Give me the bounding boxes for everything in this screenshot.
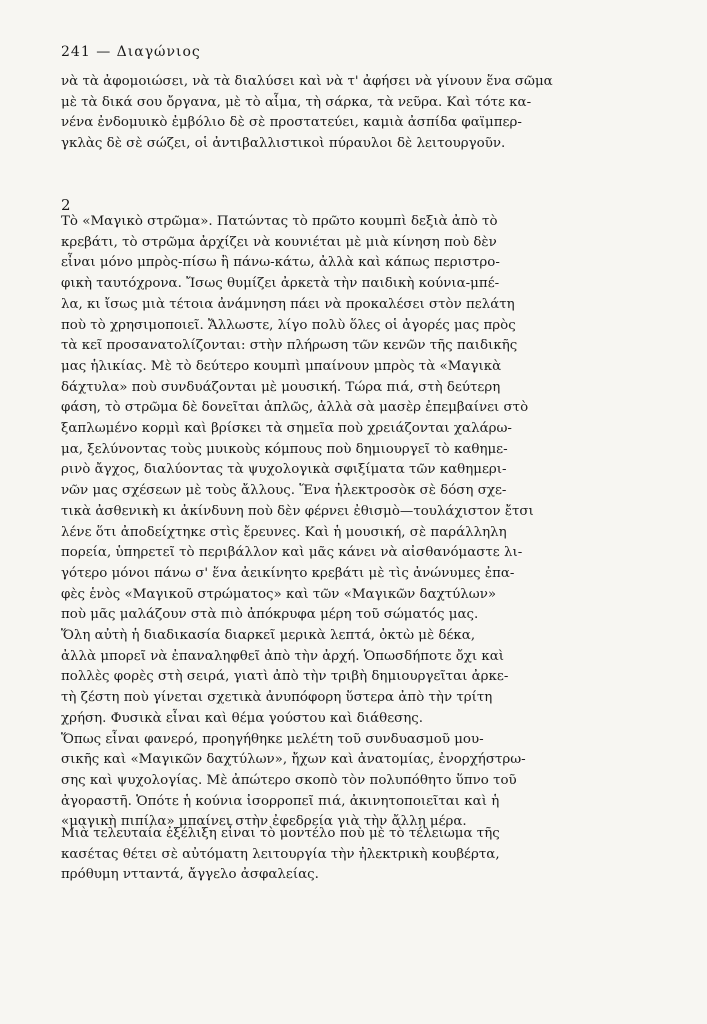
text-line: Μιὰ τελευταία ἐξέλιξη εἶναι τὸ μοντέλο ποὺ μὲ τὸ τέλειωμα τῆς bbox=[61, 826, 500, 841]
text-line: ποὺ μᾶς μαλάζουν στὰ πιὸ ἀπόκρυφα μέρη τοῦ σώματός μας. bbox=[61, 607, 479, 623]
text-line: πολλὲς φορὲς στὴ σειρά, γιατὶ ἀπὸ τὴν τριβὴ δημιουργεῖται ἀρκε- bbox=[61, 669, 509, 685]
text-line: φάση, τὸ στρῶμα δὲ δονεῖται ἁπλῶς, ἀλλὰ σὰ μασὲρ ἐπεμβαίνει στὸ bbox=[61, 400, 529, 416]
running-title: Διαγώνιος bbox=[116, 44, 201, 60]
paragraph-3 bbox=[61, 824, 632, 886]
text-line: πρόθυμη ντταντά, ἄγγελο ἀσφαλείας. bbox=[61, 867, 319, 883]
text-line: λένε ὅτι ἀποδείχτηκε στὶς ἔρευνες. Καὶ ἡ μουσική, σὲ παράλληλη bbox=[61, 524, 507, 540]
text-line: κασέτας θέτει σὲ αὐτόματη λειτουργία τὴν ἠλεκτρικὴ κουβέρτα, bbox=[61, 846, 500, 862]
paragraph-2 bbox=[61, 212, 632, 833]
text-line: Ὅλη αὐτὴ ἡ διαδικασία διαρκεῖ μερικὰ λεπτά, ὀκτὼ μὲ δέκα, bbox=[61, 628, 476, 644]
text-line: φικὴ ταυτόχρονα. Ἴσως θυμίζει ἀρκετὰ τὴν παιδικὴ κούνια-μπέ- bbox=[61, 276, 500, 292]
text-line: Ὅπως εἶναι φανερό, προηγήθηκε μελέτη τοῦ συνδυασμοῦ μου- bbox=[61, 731, 484, 747]
text-line: δάχτυλα» ποὺ συνδυάζονται μὲ μουσική. Τώρα πιά, στὴ δεύτερη bbox=[61, 379, 501, 395]
text-line: πορεία, ὑπηρετεῖ τὸ περιβάλλον καὶ μᾶς κάνει νὰ αἰσθανόμαστε λι- bbox=[61, 545, 523, 561]
text-line: γκλὰς δὲ σὲ σώζει, οἱ ἀντιβαλλιστικοὶ πύραυλοι δὲ λειτουργοῦν. bbox=[61, 136, 506, 152]
text-line: γότερο μόνοι πάνω σ' ἕνα ἀεικίνητο κρεβάτι μὲ τὶς ἀνώνυμες ἐπα- bbox=[61, 565, 515, 581]
text-line: φὲς ἑνὸς «Μαγικοῦ στρώματος» καὶ τῶν «Μαγικῶν δαχτύλων» bbox=[61, 586, 497, 602]
page-number: 241 bbox=[61, 44, 91, 60]
text-line: ἀγοραστῆ. Ὁπότε ἡ κούνια ἰσορροπεῖ πιά, ἀκινητοποιεῖται καὶ ἡ bbox=[61, 793, 500, 809]
text-line: χρήση. Φυσικὰ εἶναι καὶ θέμα γούστου καὶ διάθεσης. bbox=[61, 710, 424, 726]
text-line: ἀλλὰ μπορεῖ νὰ ἐπαναληφθεῖ ἀπὸ τὴν ἀρχή. Ὁπωσδήποτε ὄχι καὶ bbox=[61, 648, 505, 664]
text-line: νὰ τὰ ἀφομοιώσει, νὰ τὰ διαλύσει καὶ νὰ τ' ἀφήσει νὰ γίνουν ἕνα σῶμα bbox=[61, 74, 553, 89]
section-number: 2 bbox=[61, 196, 71, 214]
text-line: σικῆς καὶ «Μαγικῶν δαχτύλων», ἤχων καὶ ἀνατομίας, ἐνορχήστρω- bbox=[61, 752, 526, 768]
running-header bbox=[61, 44, 201, 60]
text-line: νένα ἐνδομυικὸ ἐμβόλιο δὲ σὲ προστατεύει, καμιὰ ἀσπίδα φαϊμπερ- bbox=[61, 115, 522, 131]
text-line: τὰ κεῖ προσανατολίζονται: στὴν πλήρωση τῶν κενῶν τῆς παιδικῆς bbox=[61, 338, 518, 354]
header-separator: — bbox=[96, 44, 112, 60]
paragraph-1 bbox=[61, 72, 632, 155]
text-line: τικὰ ἀσθενικὴ κι ἀκίνδυνη ποὺ δὲν φέρνει ἐθισμὸ—τουλάχιστον ἔτσι bbox=[61, 503, 534, 519]
text-line: ρινὸ ἄγχος, διαλύοντας τὰ ψυχολογικὰ σφιξίματα τῶν καθημερι- bbox=[61, 462, 507, 478]
text-line: «μαγικὴ πιπίλα» μπαίνει στὴν ἐφεδρεία γιὰ τὴν ἄλλη μέρα. bbox=[61, 814, 467, 830]
text-line: ξαπλωμένο κορμὶ καὶ βρίσκει τὰ σημεῖα ποὺ χρειάζονται χαλάρω- bbox=[61, 421, 512, 437]
text-line: μὲ τὰ δικά σου ὄργανα, μὲ τὸ αἷμα, τὴ σάρκα, τὰ νεῦρα. Καὶ τότε κα- bbox=[61, 94, 532, 110]
text-line: μας ἡλικίας. Μὲ τὸ δεύτερο κουμπὶ μπαίνουν μπρὸς τὰ «Μαγικὰ bbox=[61, 358, 502, 374]
text-line: Τὸ «Μαγικὸ στρῶμα». Πατώντας τὸ πρῶτο κουμπὶ δεξιὰ ἀπὸ τὸ bbox=[61, 214, 498, 229]
text-line: μα, ξελύνοντας τοὺς μυικοὺς κόμπους ποὺ δημιουργεῖ τὸ καθημε- bbox=[61, 441, 508, 457]
text-line: κρεβάτι, τὸ στρῶμα ἀρχίζει νὰ κουνιέται μὲ μιὰ κίνηση ποὺ δὲν bbox=[61, 234, 497, 250]
text-line: νῶν μας σχέσεων μὲ τοὺς ἄλλους. Ἕνα ἠλεκτροσὸκ σὲ δόση σχε- bbox=[61, 483, 507, 499]
text-line: λα, κι ἴσως μιὰ τέτοια ἀνάμνηση πάει νὰ προκαλέσει στὸν πελάτη bbox=[61, 296, 515, 312]
text-line: σης καὶ ψυχολογίας. Μὲ ἀπώτερο σκοπὸ τὸν πολυπόθητο ὕπνο τοῦ bbox=[61, 772, 517, 788]
text-line: εἶναι μόνο μπρὸς-πίσω ἢ πάνω-κάτω, ἀλλὰ καὶ κάπως περιστρο- bbox=[61, 255, 500, 271]
text-line: τὴ ζέστη ποὺ γίνεται σχετικὰ ἀνυπόφορη ὕστερα ἀπὸ τὴν τρίτη bbox=[61, 690, 493, 706]
text-line: ποὺ τὸ χρησιμοποιεῖ. Ἄλλωστε, λίγο πολὺ ὅλες οἱ ἀγορές μας πρὸς bbox=[61, 317, 516, 333]
